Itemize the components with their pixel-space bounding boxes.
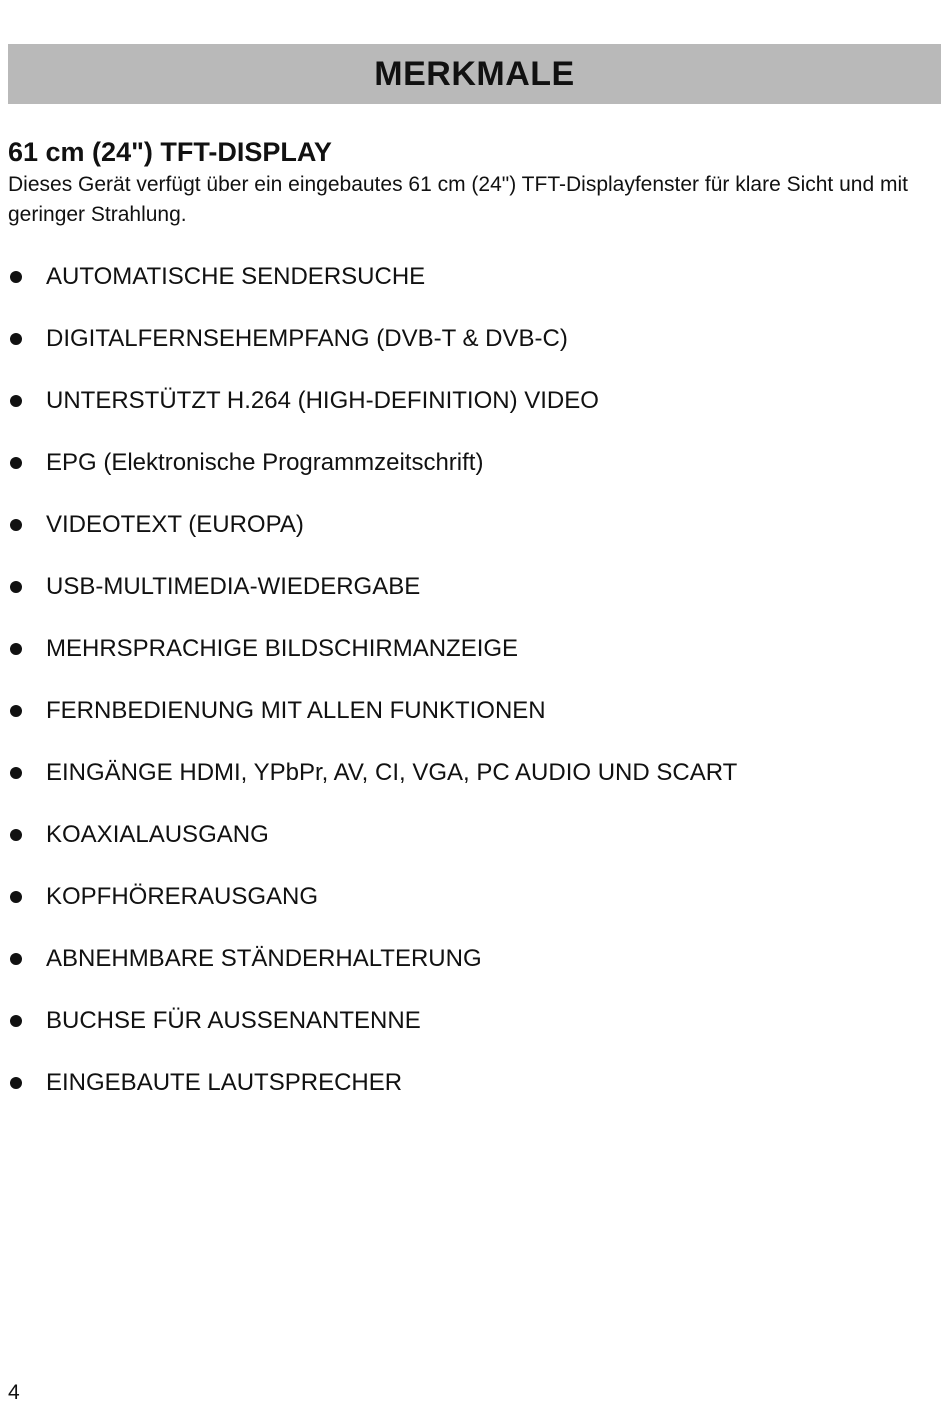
bullet-icon (10, 829, 22, 841)
feature-label: KOPFHÖRERAUSGANG (46, 883, 319, 910)
section-description: Dieses Gerät verfügt über ein eingebautes 61 cm (24") TFT-Displayfenster für klare Sicht und mit geringer Strahlung. (8, 173, 908, 226)
bullet-icon (10, 581, 22, 593)
list-item (8, 385, 737, 447)
list-item (8, 571, 737, 633)
bullet-icon (10, 519, 22, 531)
feature-label: VIDEOTEXT (EUROPA) (46, 511, 304, 538)
bullet-icon (10, 643, 22, 655)
feature-label: USB-MULTIMEDIA-WIEDERGABE (46, 573, 421, 600)
bullet-icon (10, 271, 22, 283)
bullet-icon (10, 1015, 22, 1027)
list-item (8, 633, 737, 695)
list-item (8, 323, 737, 385)
bullet-icon (10, 953, 22, 965)
bullet-icon (10, 457, 22, 469)
section-heading: 61 cm (24") TFT-DISPLAY (8, 137, 332, 167)
list-item (8, 509, 737, 571)
bullet-icon (10, 333, 22, 345)
list-item (8, 943, 737, 1005)
bullet-icon (10, 767, 22, 779)
list-item (8, 695, 737, 757)
list-item (8, 819, 737, 881)
feature-label: UNTERSTÜTZT H.264 (HIGH-DEFINITION) VIDEO (46, 387, 599, 414)
list-item (8, 261, 737, 323)
feature-label: MEHRSPRACHIGE BILDSCHIRMANZEIGE (46, 635, 519, 662)
bullet-icon (10, 395, 22, 407)
feature-label: BUCHSE FÜR AUSSENANTENNE (46, 1007, 421, 1034)
list-item (8, 447, 737, 509)
list-item (8, 1067, 737, 1129)
list-item (8, 881, 737, 943)
bullet-icon (10, 705, 22, 717)
bullet-icon (10, 1077, 22, 1089)
feature-label: EINGÄNGE HDMI, YPbPr, AV, CI, VGA, PC AUDIO UND SCART (46, 759, 738, 786)
page-title: MERKMALE (374, 54, 575, 93)
feature-label: EPG (Elektronische Programmzeitschrift) (46, 449, 484, 476)
feature-label: KOAXIALAUSGANG (46, 821, 269, 848)
list-item (8, 757, 737, 819)
title-bar (8, 44, 941, 104)
feature-label: ABNEHMBARE STÄNDERHALTERUNG (46, 945, 482, 972)
page-number: 4 (8, 1381, 20, 1404)
bullet-icon (10, 891, 22, 903)
feature-label: FERNBEDIENUNG MIT ALLEN FUNKTIONEN (46, 697, 546, 724)
feature-label: AUTOMATISCHE SENDERSUCHE (46, 263, 426, 290)
feature-list (8, 261, 737, 1129)
list-item (8, 1005, 737, 1067)
feature-label: DIGITALFERNSEHEMPFANG (DVB-T & DVB-C) (46, 325, 568, 352)
feature-label: EINGEBAUTE LAUTSPRECHER (46, 1069, 403, 1096)
